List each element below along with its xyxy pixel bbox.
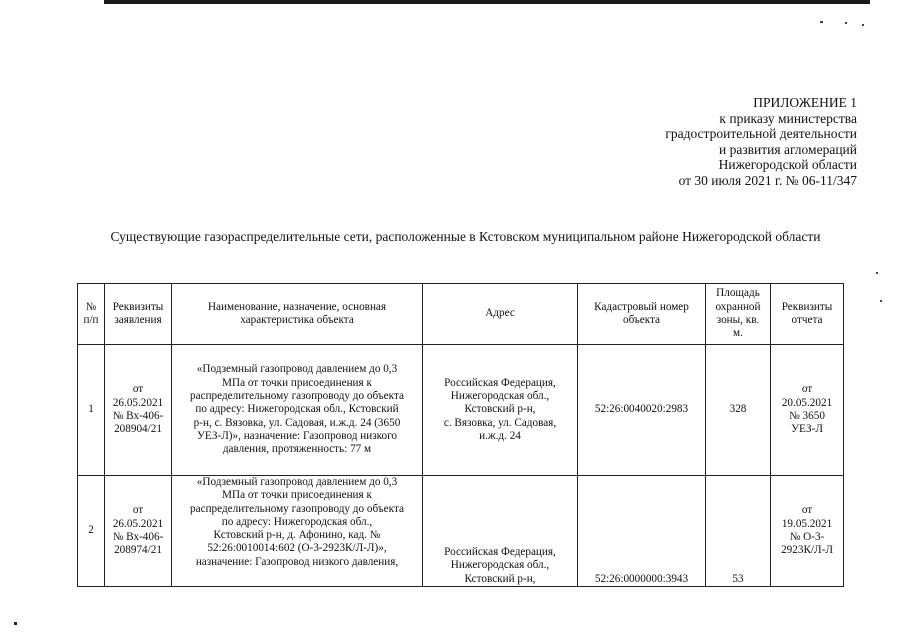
cell-request: от 26.05.2021 № Вх-406- 208974/21 (105, 476, 172, 587)
scan-speck (880, 300, 882, 302)
cell-area: 53 (706, 476, 771, 587)
cell-report: от 20.05.2021 № 3650 УЕЗ-Л (771, 345, 844, 476)
cell-cadastral: 52:26:0000000:3943 (578, 476, 706, 587)
scan-speck (876, 272, 878, 274)
cell-num: 2 (78, 476, 105, 587)
scan-top-edge (104, 0, 870, 4)
appendix-line: и развития агломераций (718, 141, 857, 157)
table-header-row (78, 284, 844, 345)
scan-speck (845, 22, 847, 24)
header-cadastral: Кадастровый номер объекта (578, 284, 706, 345)
scan-speck (14, 622, 17, 625)
cell-report: от 19.05.2021 № О-3- 2923К/Л-Л (771, 476, 844, 587)
cell-num: 1 (78, 345, 105, 476)
scan-speck (820, 21, 823, 23)
scan-speck (862, 24, 864, 26)
appendix-block (537, 95, 857, 189)
cell-address: Российская Федерация, Нижегородская обл., Кстовский р-н, с. Вязовка, ул. Садовая, и.ж.д. 24 (423, 345, 578, 476)
cell-name: «Подземный газопровод давлением до 0,3 МПа от точки присоединения к распределительному газопроводу до объекта по адресу: Нижегородская обл., Кстовский р-н, д. Афонино, кад. № 52:26:0010014:602 (О-3-2923К/Л-Л)», назначение: Газопровод низкого давления, (172, 476, 423, 587)
header-name: Наименование, назначение, основная характеристика объекта (172, 284, 423, 345)
cell-name: «Подземный газопровод давлением до 0,3 МПа от точки присоединения к распределительному газопроводу до объекта по адресу: Нижегородская обл., Кстовский р-н, с. Вязовка, ул. Садовая, и.ж.д. 24 (3650 УЕЗ-Л)», назначение: Газопровод низкого давления, протяженность: 77 м (172, 345, 423, 476)
appendix-line: градостроительной деятельности (665, 126, 857, 142)
appendix-line: к приказу министерства (719, 110, 857, 126)
cell-address: Российская Федерация, Нижегородская обл., Кстовский р-н, (423, 476, 578, 587)
header-area: Площадь охранной зоны, кв. м. (706, 284, 771, 345)
table-row (78, 345, 844, 476)
header-report: Реквизиты отчета (771, 284, 844, 345)
table-row (78, 476, 844, 587)
appendix-title: ПРИЛОЖЕНИЕ 1 (753, 95, 857, 110)
appendix-line: Нижегородской области (718, 157, 857, 173)
header-address: Адрес (423, 284, 578, 345)
header-num: № п/п (78, 284, 105, 345)
header-request: Реквизиты заявления (105, 284, 172, 345)
cell-cadastral: 52:26:0040020:2983 (578, 345, 706, 476)
cell-area: 328 (706, 345, 771, 476)
cell-request: от 26.05.2021 № Вх-406- 208904/21 (105, 345, 172, 476)
appendix-date-number: от 30 июля 2021 г. № 06-11/347 (678, 172, 857, 188)
gas-networks-table (77, 283, 844, 587)
document-title: Существующие газораспределительные сети, расположенные в Кстовском муниципальном районе Нижегородской области (110, 229, 821, 244)
